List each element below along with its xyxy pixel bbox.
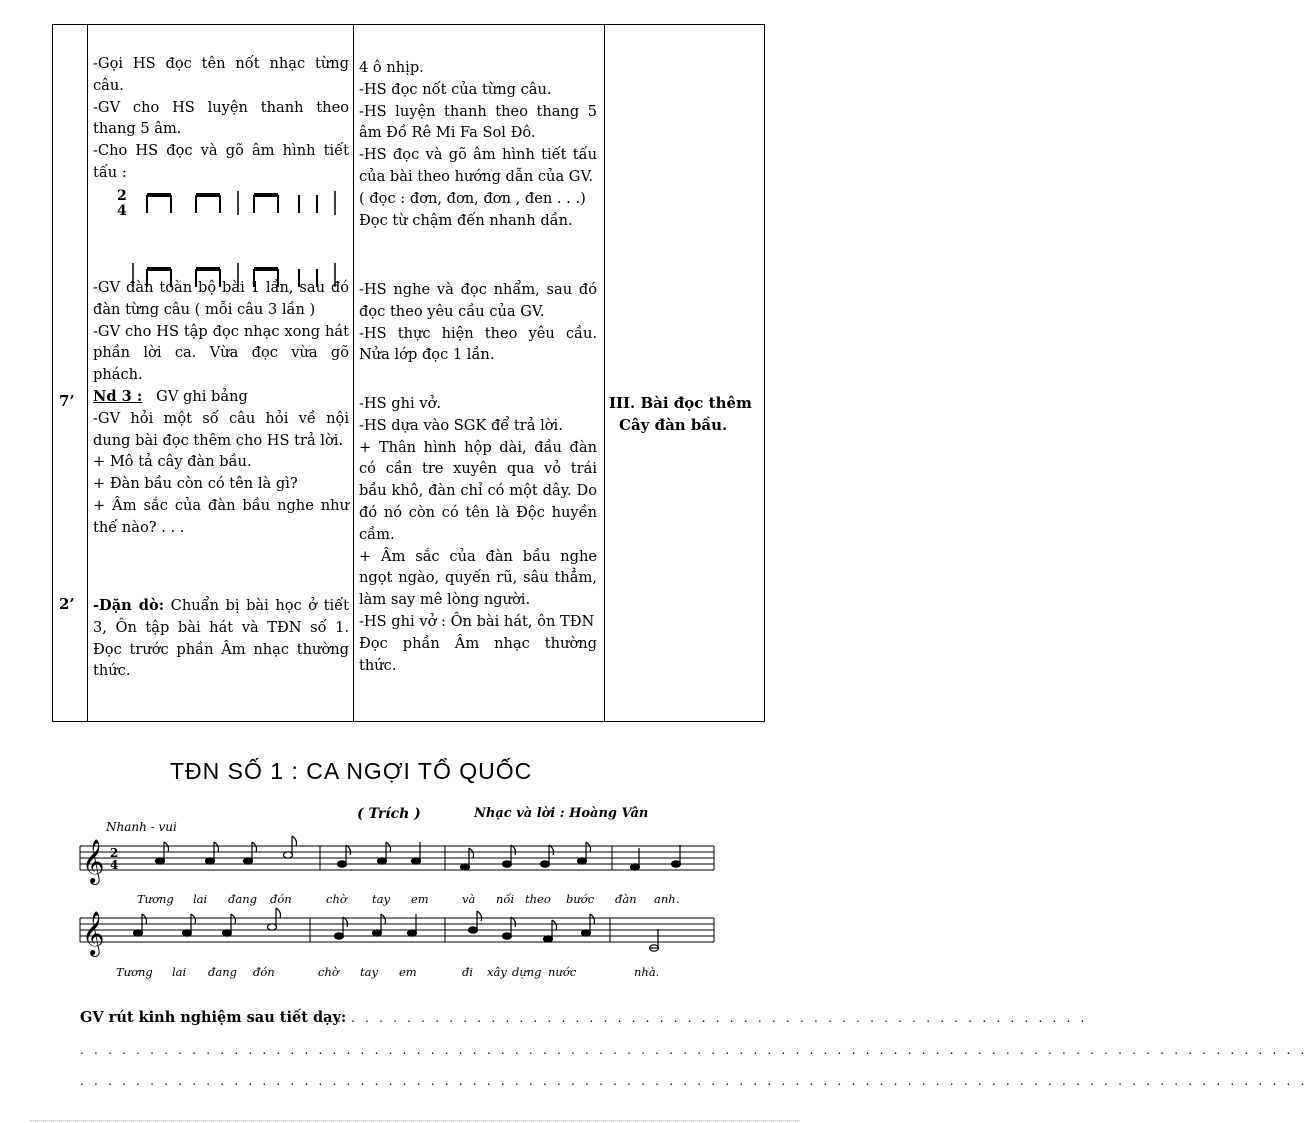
teacher-line: + Mô tả cây đàn bầu. (93, 453, 252, 471)
lyric: nước (548, 965, 577, 979)
lyric: chờ (318, 965, 339, 979)
teacher-line: -GV hỏi một số câu hỏi về nội dung bài đọc thêm cho HS trả lời. (93, 409, 349, 449)
lyric: chờ (326, 892, 347, 906)
teacher-line: + Âm sắc của đàn bầu nghe như thế nào? . . . (93, 496, 349, 536)
dando-label: -Dặn dò: (93, 597, 165, 614)
lyric: nối (496, 892, 515, 906)
composer-label: Nhạc và lời : Hoàng Vân (474, 806, 649, 821)
content-line: Cây đàn bầu. (619, 415, 728, 434)
student-line: -HS luyện thanh theo thang 5 âm Đồ Rê Mi Fa Sol Đô. (359, 102, 597, 142)
student-line: 4 ô nhịp. (359, 59, 424, 76)
treble-clef-icon: 𝄞 (82, 911, 105, 955)
rhythm-time-bottom: 4 (117, 203, 127, 219)
rhythm-time-top: 2 (117, 188, 127, 204)
column-divider (604, 25, 605, 721)
dotted-line: . . . . . . . . . . . . . . . . . . . . . . . . . . . . . . . . . . . . . . . . . . . . . . . . . . . . . . . . . . . . . . . . . . . . . . . . . . . . . . . . . . . . . . . . (80, 1074, 1308, 1088)
student-line: -HS thực hiện theo yêu cầu. Nửa lớp đọc 1 lần. (359, 324, 597, 364)
column-divider (87, 25, 88, 721)
student-line: -HS ghi vở : Ôn bài hát, ôn TĐN (359, 612, 595, 630)
teacher-line: -GV cho HS tập đọc nhạc xong hát phần lời ca. Vừa đọc vừa gõ phách. (93, 322, 349, 384)
student-line: + Thân hình hộp dài, đầu đàn có cần tre xuyên qua vỏ trái bầu khô, đàn chỉ có một dây. Do đó nó còn có tên là Độc huyền cầm. (359, 438, 597, 543)
content-line: III. Bài đọc thêm (609, 394, 752, 412)
lyric: Tương (116, 965, 153, 979)
nd3-text: GV ghi bảng (156, 387, 248, 405)
time-2: 2’ (59, 595, 75, 613)
student-line: Đọc từ chậm đến nhanh dần. (359, 211, 573, 229)
teacher-line: -Cho HS đọc và gõ âm hình tiết tấu : (93, 142, 349, 181)
student-column-2 (359, 279, 597, 366)
lyric: dựng (512, 965, 542, 979)
student-line: + Âm sắc của đàn bầu nghe ngọt ngào, quyến rũ, sâu thẳm, làm say mê lòng người. (359, 547, 597, 609)
lyric: em (399, 965, 417, 979)
lyric: đón (270, 892, 292, 906)
teacher-column-2 (93, 277, 349, 539)
dotted-line: . . . . . . . . . . . . . . . . . . . . . . . . . . . . . . . . . . . . . . . . . . . . . . . . . . . . . . . . . . . . . . . . . . . . . . . . . . . . . . . . . . . . . . . . (80, 1043, 1308, 1057)
teacher-column-3 (93, 595, 349, 682)
lyric: bước (566, 892, 595, 906)
song-title: TĐN SỐ 1 : CA NGỢI TỔ QUỐC (170, 758, 533, 784)
teacher-line: -Gọi HS đọc tên nốt nhạc từng câu. (93, 55, 349, 94)
lyric: và (462, 892, 476, 906)
student-line: -HS dựa vào SGK để trả lời. (359, 416, 563, 434)
student-line: ( đọc : đơn, đơn, đơn , đen . . .) (359, 189, 586, 207)
content-column (609, 393, 759, 437)
lyric: lai (172, 965, 187, 979)
student-column (359, 57, 597, 231)
column-divider (353, 25, 354, 721)
teacher-line: -GV cho HS luyện thanh theo thang 5 âm. (93, 98, 349, 138)
lyric: theo (525, 892, 551, 906)
lyric: đang (208, 965, 237, 979)
lyric: đón (253, 965, 275, 979)
lyric: anh. (654, 892, 680, 906)
page-edge (30, 1120, 800, 1121)
lyric: lai (193, 892, 208, 906)
dotted-line: . . . . . . . . . . . . . . . . . . . . . . . . . . . . . . . . . . . . . . . . . . . . . . . . . . . . . . (337, 1011, 1088, 1025)
rhythm-notation (113, 185, 353, 280)
student-line: Đọc phần Âm nhạc thường thức. (359, 634, 597, 674)
student-line: -HS đọc và gõ âm hình tiết tấu của bài theo hướng dẫn của GV. (359, 146, 597, 185)
student-column-3 (359, 393, 597, 676)
lyric: đi (462, 965, 474, 979)
excerpt-label: ( Trích ) (357, 806, 421, 822)
time-7: 7’ (59, 392, 75, 410)
student-line: -HS đọc nốt của từng câu. (359, 80, 552, 98)
lyric: tay (360, 965, 378, 979)
nd3-label: Nd 3 : (93, 387, 143, 405)
lesson-table (52, 24, 765, 722)
teacher-line (93, 386, 349, 408)
tempo-label: Nhanh - vui (106, 820, 177, 834)
lyric: đang (228, 892, 257, 906)
lyric: Tương (137, 892, 174, 906)
time-signature-bottom: 4 (110, 858, 119, 872)
lyric: đàn (615, 892, 637, 906)
lyric: nhà. (634, 965, 660, 979)
teacher-line (93, 595, 349, 682)
lyric: em (411, 892, 429, 906)
experience-label: GV rút kinh nghiệm sau tiết dạy: (80, 1009, 347, 1026)
lyric: tay (372, 892, 390, 906)
teacher-line: -GV đàn toàn bộ bài 1 lần, sau đó đàn từng câu ( mỗi câu 3 lần ) (93, 279, 349, 318)
student-line: -HS nghe và đọc nhẩm, sau đó đọc theo yêu cầu của GV. (359, 281, 597, 320)
teacher-column (93, 53, 349, 184)
lyric: xây (487, 965, 507, 979)
teacher-line: + Đàn bầu còn có tên là gì? (93, 475, 298, 493)
treble-clef-icon: 𝄞 (82, 839, 105, 883)
dando-text: Chuẩn bị bài học ở tiết 3, Ôn tập bài hát và TĐN số 1. Đọc trước phần Âm nhạc thường thức. (93, 597, 349, 680)
time-signature-top: 2 (110, 846, 119, 860)
student-line: -HS ghi vở. (359, 395, 442, 412)
